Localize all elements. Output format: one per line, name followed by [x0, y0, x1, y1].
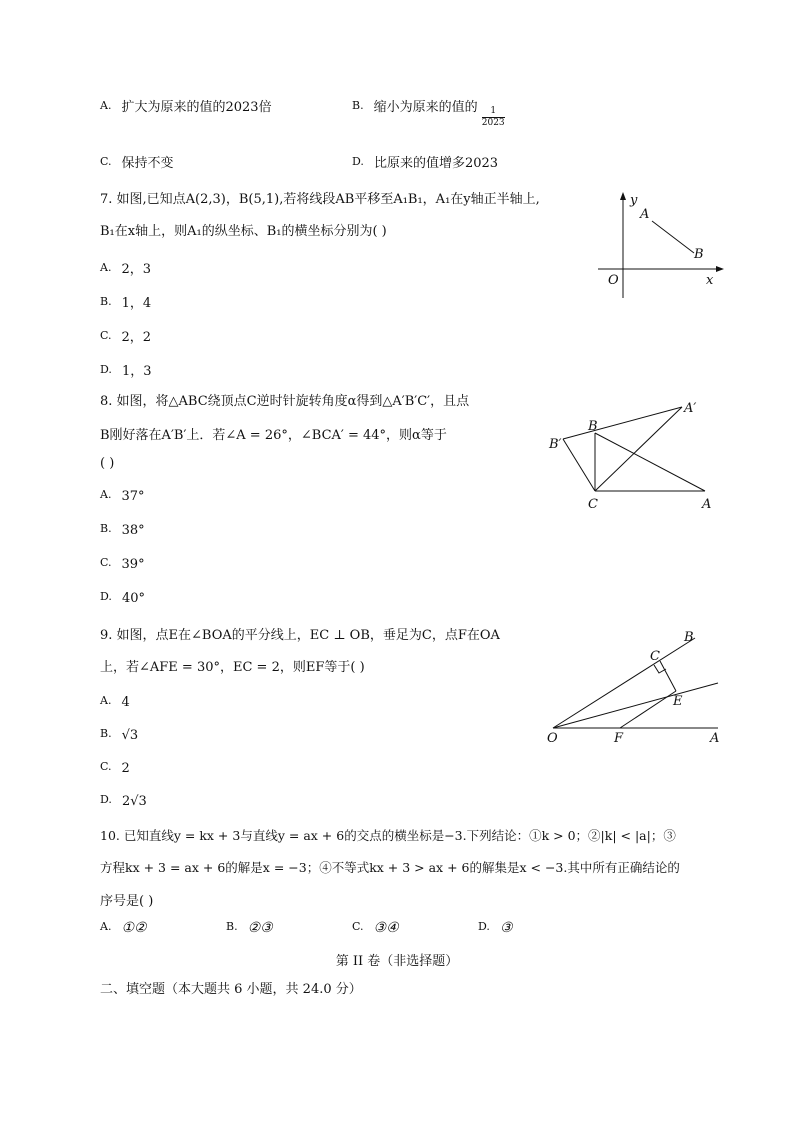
q9-option-c: C. 2 — [100, 760, 130, 776]
q7-option-b: B. 1，4 — [100, 295, 152, 311]
q10-stem-line2: 方程kx + 3 = ax + 6的解是x = −3；④不等式kx + 3 > ax + 6的解集是x < −3.其中所有正确结论的 — [100, 860, 680, 875]
label-c: C — [650, 649, 660, 664]
label-c: C — [588, 497, 598, 512]
segment-b-a — [595, 433, 705, 491]
q10-option-d: D. ③ — [478, 920, 513, 936]
segment-ef — [620, 691, 676, 728]
label-y: y — [630, 193, 638, 208]
q7-option-d: D. 1，3 — [100, 363, 152, 379]
label-a: A — [702, 497, 712, 512]
q6-option-b: B. 缩小为原来的值的 $\frac{1}{2023}$ — [352, 99, 505, 128]
segment-b1-a1 — [563, 407, 682, 439]
q6-option-d: D. 比原来的值增多2023 — [352, 155, 499, 171]
q7-stem-line2: B₁在x轴上，则A₁的纵坐标、B₁的横坐标分别为( ) — [100, 224, 387, 239]
label-b: B — [684, 630, 694, 645]
q8-option-b: B. 38° — [100, 522, 145, 538]
q9-option-d: D. 2√3 — [100, 793, 147, 809]
q7-option-a: A. 2，3 — [100, 261, 151, 277]
q8-stem-line1: 8. 如图，将△ABC绕顶点C逆时针旋转角度α得到△A′B′C′，且点 — [100, 394, 470, 409]
q9-stem-line1: 9. 如图，点E在∠BOA的平分线上，EC ⊥ OB，垂足为C，点F在OA — [100, 628, 500, 643]
label-a-prime: A′ — [684, 401, 697, 416]
q8-stem-line3: ( ) — [100, 456, 115, 471]
x-axis-arrow — [716, 266, 724, 272]
q8-option-a: A. 37° — [100, 488, 145, 504]
label-f: F — [614, 731, 624, 746]
label-a: A — [710, 731, 720, 746]
q8-option-c: C. 39° — [100, 556, 145, 572]
segment-ce — [660, 661, 676, 691]
q7-stem-line1: 7. 如图,已知点A(2,3)，B(5,1),若将线段AB平移至A₁B₁，A₁在y轴正半轴上, — [100, 192, 540, 207]
section-title: 第 II 卷（非选择题） — [335, 954, 459, 969]
section-heading: 二、填空题（本大题共 6 小题，共 24.0 分） — [100, 982, 362, 997]
label-o: O — [608, 273, 619, 288]
label-e: E — [673, 694, 683, 709]
q10-option-c: C. ③④ — [352, 920, 399, 936]
label-b-prime: B′ — [549, 437, 562, 452]
q9-figure — [540, 625, 730, 750]
label-o: O — [547, 731, 558, 746]
q8-option-d: D. 40° — [100, 590, 145, 606]
q8-figure — [545, 395, 725, 515]
label-x: x — [706, 273, 714, 288]
bisector — [553, 683, 718, 728]
q8-stem-line2: B刚好落在A′B′上．若∠A = 26°，∠BCA′ = 44°，则α等于 — [100, 428, 447, 443]
y-axis-arrow — [620, 192, 626, 200]
q10-option-a: A. ①② — [100, 920, 147, 936]
segment-ab — [652, 221, 694, 253]
fraction: $\frac{1}{2023}$ — [481, 106, 505, 128]
label-b: B — [588, 419, 598, 434]
q7-option-c: C. 2，2 — [100, 329, 152, 345]
q9-option-a: A. 4 — [100, 694, 130, 710]
label-a: A — [640, 207, 650, 222]
q6-option-c: C. 保持不变 — [100, 155, 174, 171]
label-b: B — [694, 247, 704, 262]
segment-b1-c — [563, 439, 595, 491]
segment-a1-c — [595, 407, 682, 491]
ray-ob — [553, 638, 695, 728]
q6-option-a: A. 扩大为原来的值的2023倍 — [100, 99, 272, 115]
q9-option-b: B. √3 — [100, 727, 139, 743]
q7-figure — [590, 188, 730, 298]
q9-stem-line2: 上，若∠AFE = 30°，EC = 2，则EF等于( ) — [100, 660, 365, 675]
q10-stem-line3: 序号是( ) — [100, 894, 154, 909]
q10-stem-line1: 10. 已知直线y = kx + 3与直线y = ax + 6的交点的横坐标是−3.下列结论：①k > 0；②|k| < |a|；③ — [100, 828, 676, 843]
q10-option-b: B. ②③ — [226, 920, 273, 936]
